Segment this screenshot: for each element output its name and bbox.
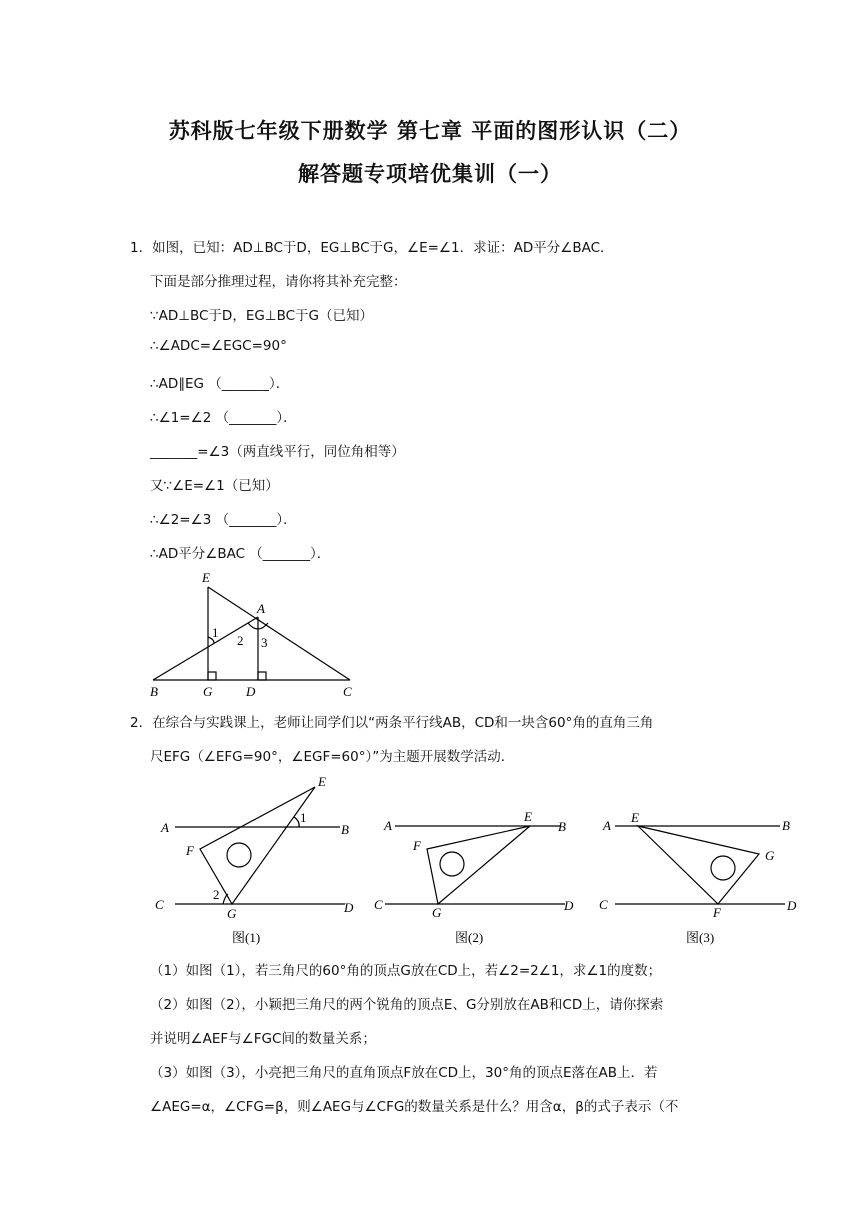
q1-step: ∴AD∥EG （_______）． <box>150 376 290 392</box>
label-g: G <box>765 848 775 863</box>
label-d: D <box>564 898 574 913</box>
right-angle-d <box>258 672 266 680</box>
label-e: E <box>202 570 210 585</box>
label-c: C <box>343 684 352 699</box>
triangle-hole <box>227 843 251 867</box>
q2-part: 并说明∠AEF与∠FGC间的数量关系； <box>150 1031 376 1047</box>
q2-stem-line2: 尺EFG（∠EFG=90°，∠EGF=60°）”为主题开展数学活动． <box>150 749 515 765</box>
label-g: G <box>227 906 237 921</box>
label-b: B <box>341 822 349 837</box>
q2-figure-2 <box>370 770 585 950</box>
label-c: C <box>599 897 608 912</box>
q1-intro: 下面是部分推理过程，请你将其补充完整： <box>150 274 407 290</box>
label-e: E <box>524 809 532 824</box>
label-a: A <box>257 601 265 616</box>
q2-part: （3）如图（3），小亮把三角尺的直角顶点F放在CD上，30°角的顶点E落在AB上．若 <box>150 1065 658 1081</box>
q2-part: （1）如图（1），若三角尺的60°角的顶点G放在CD上，若∠2=2∠1，求∠1的度数； <box>150 963 662 979</box>
figure-caption-1: 图(1) <box>232 930 261 945</box>
label-angle-2: 2 <box>237 633 244 648</box>
label-e: E <box>631 810 639 825</box>
label-f: F <box>186 843 194 858</box>
q2-figure-3 <box>590 770 810 950</box>
triangle-efg <box>427 826 530 904</box>
page-subtitle: 解答题专项培优集训（一） <box>298 162 562 186</box>
line-ec <box>208 587 350 680</box>
q1-step: ∴∠1=∠2 （_______）． <box>150 410 297 426</box>
label-c: C <box>374 897 383 912</box>
q1-step: _______=∠3（两直线平行，同位角相等） <box>150 444 405 460</box>
label-angle-1: 1 <box>300 810 307 825</box>
label-angle-2: 2 <box>213 887 220 902</box>
line-ba <box>153 617 258 680</box>
q1-figure <box>140 565 380 700</box>
q1-step: ∴∠2=∠3 （_______）． <box>150 512 297 528</box>
label-g: G <box>432 905 442 920</box>
triangle-hole <box>711 856 735 880</box>
label-e: E <box>318 774 326 789</box>
label-a: A <box>384 818 392 833</box>
page-title: 苏科版七年级下册数学 第七章 平面的图形认识（二） <box>168 119 692 143</box>
q1-step: ∴AD平分∠BAC （_______）． <box>150 546 331 562</box>
label-f: F <box>713 905 721 920</box>
label-b: B <box>782 818 790 833</box>
label-d: D <box>344 900 354 915</box>
figure-caption-3: 图(3) <box>686 930 715 945</box>
label-angle-3: 3 <box>261 635 268 650</box>
q1-stem: 1．如图，已知：AD⊥BC于D，EG⊥BC于G，∠E=∠1．求证：AD平分∠BAC． <box>130 240 614 256</box>
label-a: A <box>161 820 169 835</box>
triangle-efg <box>638 826 759 904</box>
q2-part: ∠AEG=α，∠CFG=β，则∠AEG与∠CFG的数量关系是什么？用含α，β的式子表示（不 <box>150 1099 679 1115</box>
angle-1-arc <box>294 817 299 827</box>
q1-step: ∵AD⊥BC于D，EG⊥BC于G（已知） <box>150 308 373 324</box>
label-d: D <box>246 684 256 699</box>
label-b: B <box>150 684 158 699</box>
label-f: F <box>413 838 421 853</box>
label-d: D <box>787 898 797 913</box>
q1-step: ∴∠ADC=∠EGC=90° <box>150 338 287 354</box>
triangle-hole <box>440 852 464 876</box>
label-b: B <box>558 819 566 834</box>
label-g: G <box>203 684 213 699</box>
q2-part: （2）如图（2），小颖把三角尺的两个锐角的顶点E、G分别放在AB和CD上，请你探索 <box>150 997 664 1013</box>
q2-stem-line1: 2．在综合与实践课上，老师让同学们以“两条平行线AB，CD和一块含60°角的直角三角 <box>130 715 654 731</box>
right-angle-g <box>208 672 216 680</box>
label-angle-1: 1 <box>212 625 219 640</box>
q2-figure-1 <box>150 770 370 950</box>
label-c: C <box>155 897 164 912</box>
q1-step: 又∵∠E=∠1（已知） <box>150 478 279 494</box>
label-a: A <box>603 818 611 833</box>
figure-caption-2: 图(2) <box>455 930 484 945</box>
